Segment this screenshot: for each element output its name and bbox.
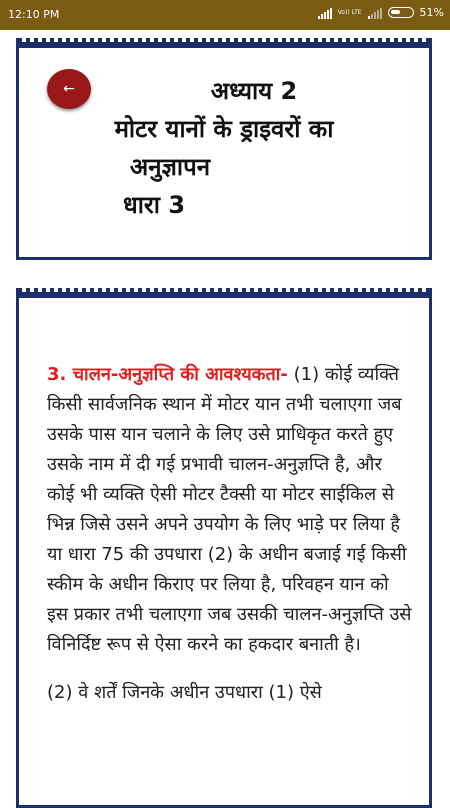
header-card [16,38,432,260]
status-bar [0,0,450,30]
signal-icon [318,7,332,19]
battery-percent: 51% [419,6,444,19]
paragraph-1 [47,360,412,660]
title-line-2: अनुज्ञापन [129,153,211,181]
paragraph-2: (2) वे शर्तें जिनके अधीन उपधारा (1) ऐसे [47,682,322,703]
volte-icon: Vo)) LTE [337,8,362,16]
signal-icon-2 [368,7,382,19]
paragraph-1-text: (1) कोई व्यक्ति किसी सार्वजनिक स्थान में मोटर यान तभी चलाएगा जब उसके पास यान चलाने के लिए उसे प्राधिकृत करते हुए उसके नाम में दी गई प्रभावी चालन-अनुज्ञप्ति है, और कोई भी व्यक्ति ऐसी मोटर टैक्सी या मोटर साईकिल से भिन्न जिसे उसने अपने उपयोग के लिए भाड़े पर लिया है या धारा 75 की उपधारा (2) के अधीन बजाई गई किसी स्कीम के अधीन किराए पर लिया है, परिवहन यान को इस प्रकार तभी चलाएगा जब उसकी चालन-अनुज्ञप्ति उसे विनिर्दिष्ट रूप से ऐसा करने का हकदार बनाती है। [47,364,412,655]
border-decoration [16,38,432,50]
section-heading: 3. चालन-अनुज्ञप्ति की आवश्यकता- [47,364,288,385]
status-icons [318,6,444,19]
status-time: 12:10 PM [8,8,60,21]
border-decoration-2 [16,288,432,300]
battery-icon [388,7,414,18]
chapter-title: अध्याय 2 [210,77,298,105]
section-body [47,360,412,708]
title-line-1: मोटर यानों के ड्राइवरों का [114,115,334,143]
back-arrow-icon: ← [63,81,75,97]
content-card [16,288,432,808]
title-block [19,72,429,224]
section-title: धारा 3 [122,191,186,219]
